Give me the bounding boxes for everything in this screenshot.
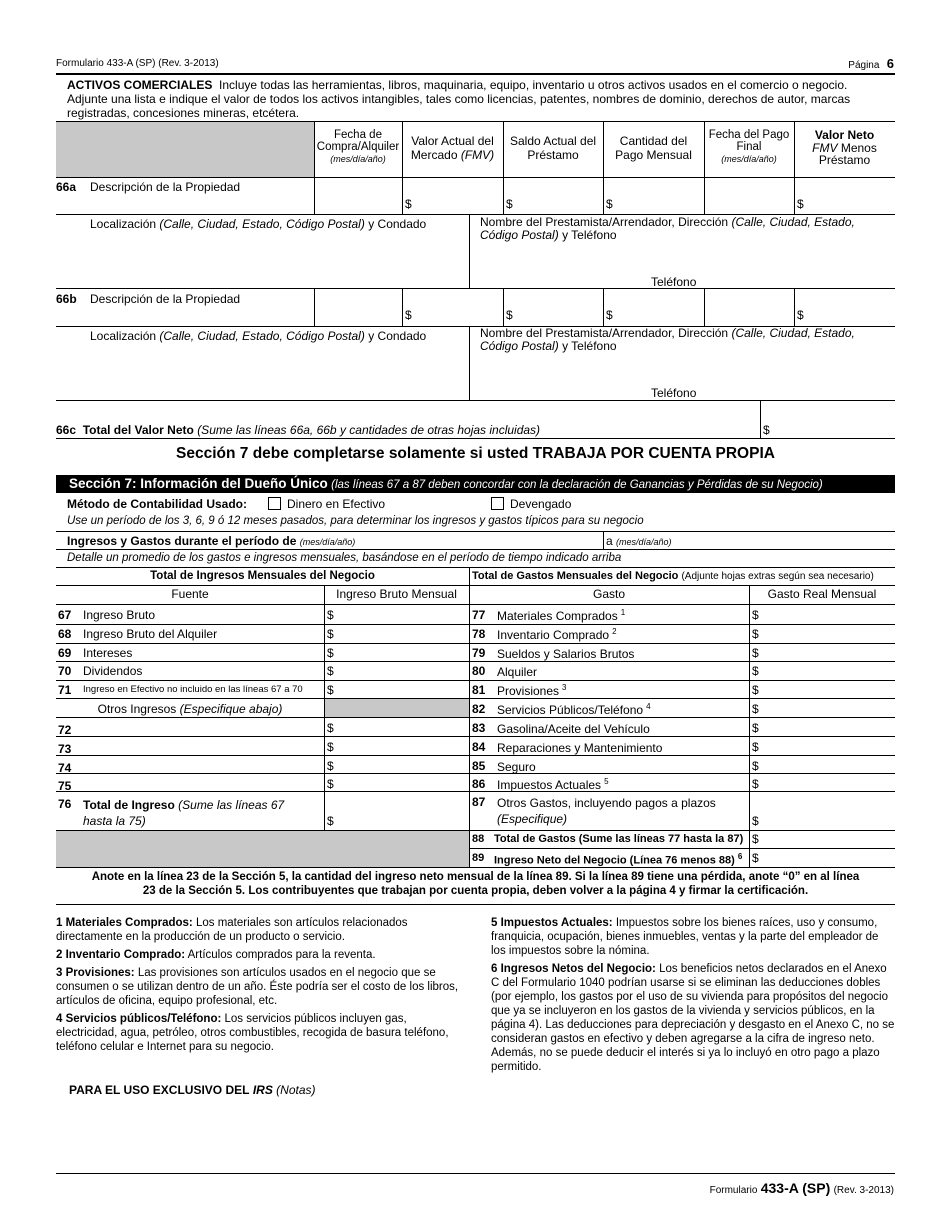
expense-title-row <box>472 570 874 582</box>
form-id: Formulario 433-A (SP) (Rev. 3-2013) <box>56 58 219 69</box>
col-market-value: Valor Actual del Mercado (FMV) <box>410 134 495 162</box>
dollar-sign: $ <box>606 197 613 211</box>
expense-line-number: 84 <box>472 740 486 754</box>
expense-amount-field[interactable] <box>763 681 891 697</box>
line-76-label: Total de Ingreso (Sume las líneas 67 hasta la 75) <box>83 798 285 828</box>
col-net-value: Valor Neto FMV Menos Préstamo <box>812 128 877 167</box>
accrual-checkbox[interactable] <box>491 497 504 510</box>
line-88-field[interactable] <box>763 831 891 847</box>
expense-title: Total de Gastos Mensuales del Negocio <box>472 570 679 582</box>
line-76-number: 76 <box>58 797 72 811</box>
other-income-line-number: 73 <box>58 742 72 756</box>
line-87-number: 87 <box>472 795 486 809</box>
dollar-sign: $ <box>506 197 513 211</box>
expense-line-number: 82 <box>472 702 486 716</box>
dollar-sign: $ <box>752 814 759 828</box>
expense-line-label: Inventario Comprado $^2$ <box>497 627 617 642</box>
other-income-source-field[interactable] <box>80 719 320 735</box>
line-88-label: Total de Gastos (Sume las líneas 77 hasta la 87) <box>494 833 744 845</box>
other-income-line-number: 75 <box>58 779 72 793</box>
line-66b-lender-label: Nombre del Prestamista/Arrendador, Dirección (Calle, Ciudad, Estado, Código Postal) y Teléfono <box>480 326 855 353</box>
footnotes-right <box>491 916 895 1078</box>
dollar-sign: $ <box>327 759 334 773</box>
line-66a-number: 66a <box>56 180 77 194</box>
other-income-amount-field[interactable] <box>338 775 466 791</box>
income-line-label: Dividendos <box>83 664 143 678</box>
col-purchase-date: Fecha de Compra/Alquiler (mes/día/año) <box>316 129 400 164</box>
expense-line-number: 80 <box>472 664 486 678</box>
line-66a-desc-label: Descripción de la Propiedad <box>90 180 241 194</box>
accounting-method-label: Método de Contabilidad Usado: <box>67 497 247 511</box>
cash-checkbox[interactable] <box>268 497 281 510</box>
section7-title-note: (las líneas 67 a 87 deben concordar con la declaración de Ganancias y Pérdidas de su Negocio) <box>331 479 823 491</box>
line-66b-phone-label: Teléfono <box>651 386 697 400</box>
dollar-sign: $ <box>752 777 759 791</box>
period-note: Use un período de los 3, 6, 9 ó 12 meses pasados, para determinar los ingresos y gastos típicos para su negocio <box>67 515 644 527</box>
dollar-sign: $ <box>752 740 759 754</box>
line-66b-number: 66b <box>56 292 77 306</box>
expense-amount-field[interactable] <box>763 757 891 773</box>
dollar-sign: $ <box>752 832 759 846</box>
dollar-sign: $ <box>752 702 759 716</box>
expense-amount-field[interactable] <box>763 606 891 622</box>
expense-line-label: Gasolina/Aceite del Vehículo <box>497 722 650 736</box>
footnote-5: 5 Impuestos Actuales: Impuestos sobre los bienes raíces, uso y consumo, franquicia, ocupación, bienes inmuebles, ventas y la parte del empleador de los impuestos sobre la nómina. <box>491 917 879 957</box>
dollar-sign: $ <box>797 197 804 211</box>
expense-line-label: Reparaciones y Mantenimiento <box>497 741 663 755</box>
line-76-field[interactable] <box>338 795 466 828</box>
activos-intro-2: Adjunte una lista e indique el valor de todos los activos intangibles, tales como licencias, patentes, nombres de dominio, derechos de autor, marcas <box>67 92 851 106</box>
line-66b-desc-label: Descripción de la Propiedad <box>90 292 241 306</box>
accrual-label: Devengado <box>510 497 572 511</box>
cash-label: Dinero en Efectivo <box>287 497 386 511</box>
instruction-text: Anote en la línea 23 de la Sección 5, la cantidad del ingreso neto mensual de la línea 89. Si la línea 89 tiene una pérdida, anote “0” en al línea 23 de la Sección 5. Los contribuyentes que trabajan por cuenta propia, deben volver a la página 4 y firmar la certificación. <box>91 871 860 897</box>
income-title: Total de Ingresos Mensuales del Negocio <box>150 570 375 582</box>
expense-amount-field[interactable] <box>763 700 891 716</box>
col-final-payment: Fecha del Pago Final (mes/día/año) <box>708 129 790 164</box>
col-monthly-payment: Cantidad del Pago Mensual <box>615 134 692 162</box>
dollar-sign: $ <box>752 759 759 773</box>
income-line-number: 67 <box>58 608 72 622</box>
line-66a-phone-label: Teléfono <box>651 275 697 289</box>
expense-amount-field[interactable] <box>763 775 891 791</box>
expense-line-label: Provisiones $^3$ <box>497 683 567 698</box>
income-line-label: Ingreso en Efectivo no incluido en las líneas 67 a 70 <box>83 684 303 695</box>
period-end-field[interactable] <box>700 532 890 548</box>
period-row: Ingresos y Gastos durante el período de (mes/día/año) <box>67 534 356 548</box>
dollar-sign: $ <box>752 721 759 735</box>
footnote-6: 6 Ingresos Netos del Negocio: Los beneficios netos declarados en el Anexo C del Formulario 1040 podrían usarse si se eliminan las deducciones dobles (por ejemplo, los gastos por el uso de su vivienda para propósitos del negocio que ya se incluyeron en los gastos de la vivienda y servicios públicos, en la página 4). Las deducciones para depreciación y desgasto en el Anexo C, no se consideran gastos en efectivo y deben agregarse a la cifra de ingreso neto. Además, no se puede deducir el interés si ya lo incluyó en otro pago a plazo permitido. <box>491 963 895 1073</box>
expense-line-number: 77 <box>472 608 486 622</box>
other-income-shade <box>325 699 469 717</box>
line-66a-desc-field[interactable] <box>56 194 314 214</box>
col-actual-expense: Gasto Real Mensual <box>767 587 877 601</box>
activos-intro <box>67 78 897 120</box>
income-line-number: 71 <box>58 683 72 697</box>
cash-option[interactable] <box>268 497 385 511</box>
total-area-shade <box>56 831 469 867</box>
other-income-label: Otros Ingresos (Especifique abajo) <box>97 702 283 716</box>
expense-line-label: Servicios Públicos/Teléfono $^4$ <box>497 702 651 717</box>
dollar-sign: $ <box>327 740 334 754</box>
footnote-3: 3 Provisiones: Las provisiones son artículos usados en el negocio que se consumen o se utilizan dentro de un año. Éste podría ser el costo de los libros, artículos de oficina, equipo profesional, etc. <box>56 967 459 1007</box>
dollar-sign: $ <box>327 646 334 660</box>
activos-intro-3: registradas, concesiones mineras, etcétera. <box>67 106 300 120</box>
income-amount-field[interactable] <box>338 625 466 641</box>
dollar-sign: $ <box>405 308 412 322</box>
other-income-source-field[interactable] <box>80 757 320 773</box>
income-line-number: 70 <box>58 664 72 678</box>
irs-use-label: PARA EL USO EXCLUSIVO DEL IRS (Notas) <box>69 1083 316 1097</box>
dollar-sign: $ <box>752 646 759 660</box>
other-income-amount-field[interactable] <box>338 719 466 735</box>
income-line-label: Intereses <box>83 646 133 660</box>
expense-line-number: 85 <box>472 759 486 773</box>
dollar-sign: $ <box>606 308 613 322</box>
income-amount-field[interactable] <box>338 644 466 660</box>
income-line-number: 68 <box>58 627 72 641</box>
line-66c-label: 66c Total del Valor Neto (Sume las líneas 66a, 66b y cantidades de otras hojas incluidas) <box>56 423 541 437</box>
dollar-sign: $ <box>752 608 759 622</box>
section7-heading: Sección 7 debe completarse solamente si usted TRABAJA POR CUENTA PROPIA <box>176 445 775 462</box>
dollar-sign: $ <box>752 664 759 678</box>
line-89-number: 89 <box>472 852 485 864</box>
other-income-source-field[interactable] <box>80 738 320 754</box>
col-loan-balance: Saldo Actual del Préstamo <box>509 134 597 162</box>
footnote-4: 4 Servicios públicos/Teléfono: Los servicios públicos incluyen gas, electricidad, agua, petróleo, otros combustibles, recogida de basura teléfono, teléfono celular e Internet para su negocio. <box>56 1013 449 1053</box>
income-amount-field[interactable] <box>338 681 466 697</box>
income-line-label: Ingreso Bruto <box>83 608 156 622</box>
expense-line-label: Seguro <box>497 760 536 774</box>
dollar-sign: $ <box>327 683 334 697</box>
expense-line-label: Alquiler <box>497 665 538 679</box>
other-income-amount-field[interactable] <box>338 738 466 754</box>
accrual-option[interactable] <box>491 497 571 511</box>
expense-line-label: Impuestos Actuales $^5$ <box>497 777 609 792</box>
activos-intro-1: Incluye todas las herramientas, libros, maquinaria, equipo, inventario u otros activos usados en el comercio o negocio. <box>219 78 848 92</box>
expense-amount-field[interactable] <box>763 719 891 735</box>
expense-line-label: Sueldos y Salarios Brutos <box>497 647 635 661</box>
dollar-sign: $ <box>797 308 804 322</box>
expense-line-number: 78 <box>472 627 486 641</box>
period-end: a (mes/día/año) <box>606 534 672 548</box>
dollar-sign: $ <box>327 814 334 828</box>
dollar-sign: $ <box>405 197 412 211</box>
irs-notes-area[interactable] <box>56 1100 895 1170</box>
dollar-sign: $ <box>763 423 770 437</box>
other-income-line-number: 74 <box>58 761 72 775</box>
line-89-field[interactable] <box>763 849 891 865</box>
line-88-number: 88 <box>472 833 485 845</box>
expense-line-label: Materiales Comprados $^1$ <box>497 608 626 623</box>
period-start-field[interactable] <box>380 532 600 548</box>
accounting-method-row <box>67 497 247 511</box>
page-number: 6 <box>886 56 894 71</box>
expense-amount-field[interactable] <box>763 738 891 754</box>
page-indicator <box>848 56 894 71</box>
section7-title-bar <box>56 475 895 493</box>
footer-form-id: Formulario 433-A (SP) (Rev. 3-2013) <box>709 1180 894 1196</box>
expense-line-number: 86 <box>472 777 486 791</box>
dollar-sign: $ <box>506 308 513 322</box>
expense-amount-field[interactable] <box>763 662 891 678</box>
expense-amount-field[interactable] <box>763 644 891 660</box>
line-87-field[interactable] <box>763 795 891 828</box>
income-amount-field[interactable] <box>338 606 466 622</box>
dollar-sign: $ <box>327 777 334 791</box>
footnote-2: 2 Inventario Comprado: Artículos comprados para la reventa. <box>56 949 376 961</box>
col-expense: Gasto <box>592 587 625 601</box>
other-income-line-number: 72 <box>58 723 72 737</box>
other-income-source-field[interactable] <box>80 775 320 791</box>
income-line-label: Ingreso Bruto del Alquiler <box>83 627 218 641</box>
page-label: Página <box>848 60 880 71</box>
dollar-sign: $ <box>327 627 334 641</box>
line-87-label: Otros Gastos, incluyendo pagos a plazos (Especifique) <box>497 796 716 826</box>
section7-title: Sección 7: Información del Dueño Único <box>69 476 328 491</box>
expense-line-number: 83 <box>472 721 486 735</box>
income-amount-field[interactable] <box>338 662 466 678</box>
footnotes-left <box>56 916 461 1058</box>
col-source: Fuente <box>171 587 209 601</box>
activos-header-shade <box>56 122 314 177</box>
dollar-sign: $ <box>752 627 759 641</box>
activos-title: ACTIVOS COMERCIALES <box>67 78 213 92</box>
expense-amount-field[interactable] <box>763 625 891 641</box>
dollar-sign: $ <box>327 721 334 735</box>
dollar-sign: $ <box>752 851 759 865</box>
total-net-value-field[interactable] <box>775 405 893 437</box>
line-66a-location-label: Localización (Calle, Ciudad, Estado, Código Postal) y Condado <box>90 217 427 231</box>
dollar-sign: $ <box>327 608 334 622</box>
expense-line-number: 81 <box>472 683 486 697</box>
income-line-number: 69 <box>58 646 72 660</box>
dollar-sign: $ <box>327 664 334 678</box>
col-gross-income: Ingreso Bruto Mensual <box>336 587 457 601</box>
line-89-label: Ingreso Neto del Negocio (Línea 76 menos 88) $^6$ <box>494 852 743 867</box>
detail-note: Detalle un promedio de los gastos e ingresos mensuales, basándose en el período de tiempo indicado arriba <box>67 552 622 564</box>
other-income-amount-field[interactable] <box>338 757 466 773</box>
line-66a-lender-label: Nombre del Prestamista/Arrendador, Dirección (Calle, Ciudad, Estado, Código Postal) y Teléfono <box>480 215 855 242</box>
expense-note: (Adjunte hojas extras según sea necesario) <box>681 571 874 582</box>
expense-line-number: 79 <box>472 646 486 660</box>
line-66b-location-label: Localización (Calle, Ciudad, Estado, Código Postal) y Condado <box>90 329 427 343</box>
dollar-sign: $ <box>752 683 759 697</box>
footnote-1: 1 Materiales Comprados: Los materiales son artículos relacionados directamente en la producción de un producto o servicio. <box>56 917 408 943</box>
